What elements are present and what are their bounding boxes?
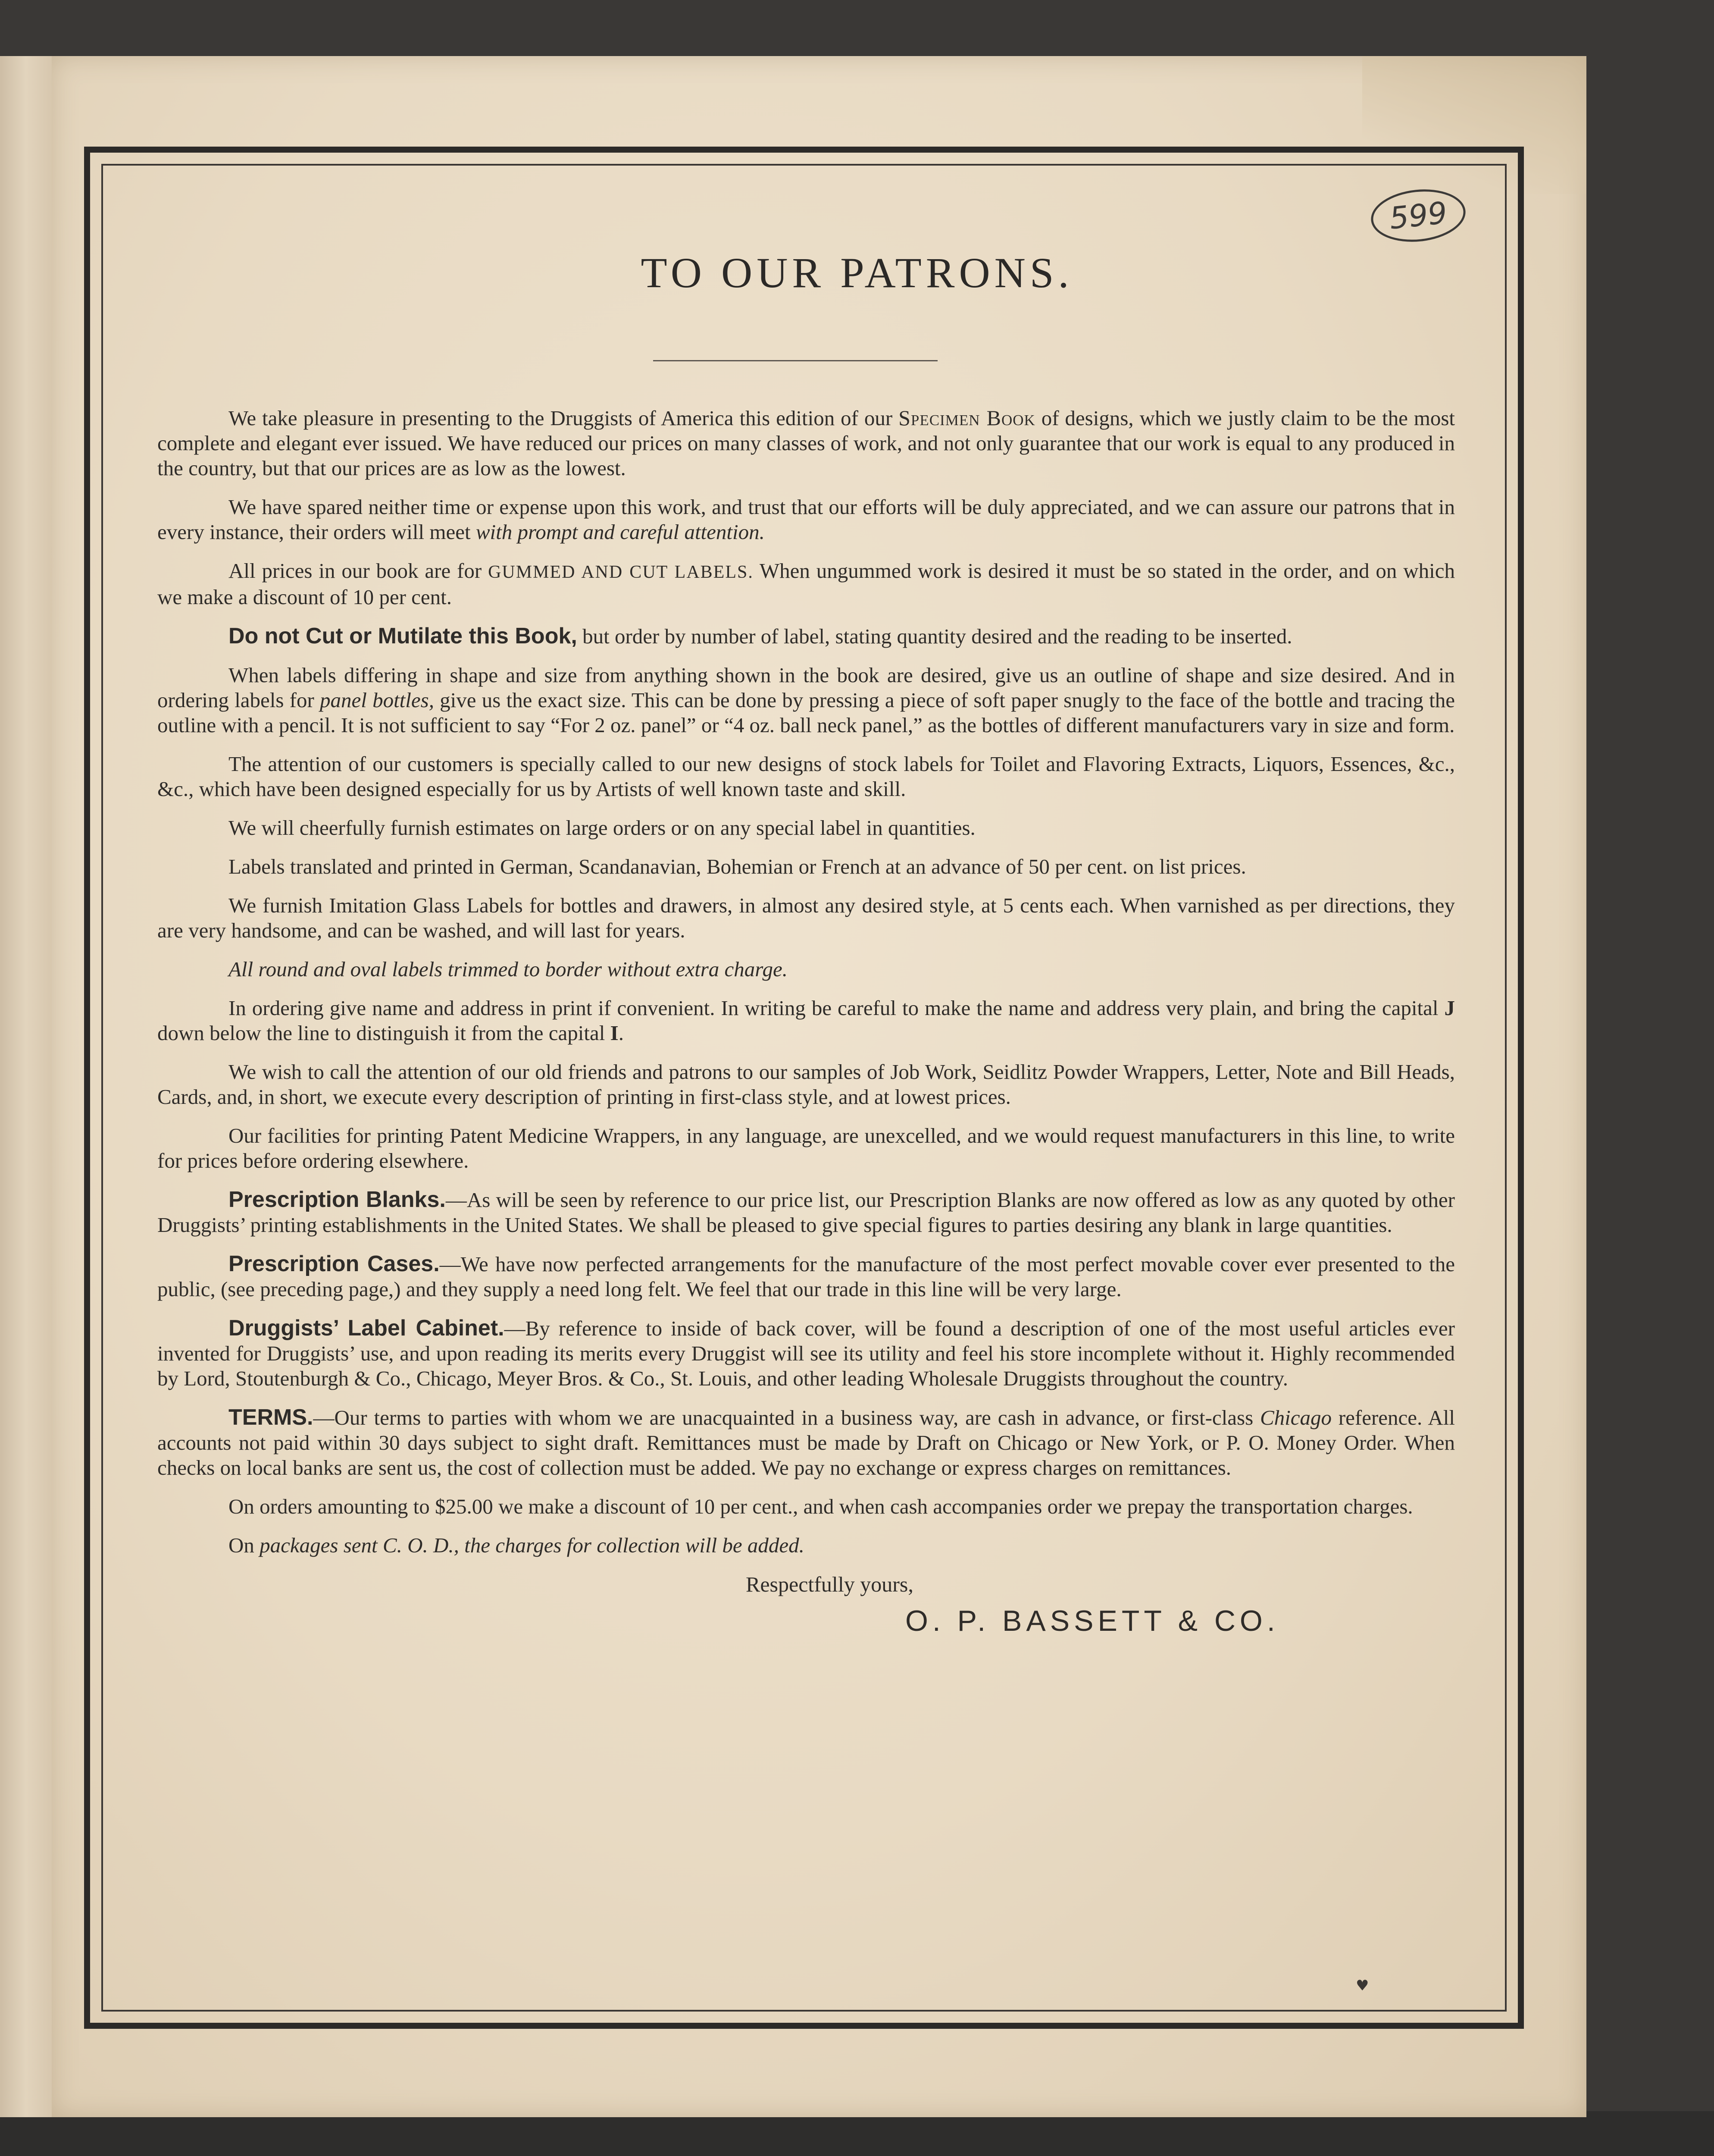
paragraph-prices: All prices in our book are for GUMMED AND CUT LABELS. When ungummed work is desired it must be so stated in the order, and on which we make a discount of 10 per cent. [157, 559, 1455, 609]
paragraph-new-designs: The attention of our customers is specially called to our new designs of stock labels for Toilet and Flavoring Extracts, Liquors, Essences, &c., &c., which have been designed especially for us by Artists of well known taste and skill. [157, 752, 1455, 801]
paragraph-patent-medicine: Our facilities for printing Patent Medicine Wrappers, in any language, are unexcelled, and we would request manufacturers in this line, to write for prices before ordering elsewhere. [157, 1124, 1455, 1172]
paragraph-label-shapes: When labels differing in shape and size from anything shown in the book are desired, give us an outline of shape and size desired. And in ordering labels for panel bottles, give us the exact size. This can be done by pressing a piece of soft paper snugly to the face of the bottle and tracing the outline with a pencil. It is not sufficient to say “For 2 oz. panel” or “4 oz. ball neck panel,” as the bottles of different manufacturers vary in size and form. [157, 663, 1455, 737]
paragraph-prescription-cases: Prescription Cases.—We have now perfected arrangements for the manufacture of the most perfect movable cover ever presented to the public, (see preceding page,) and they supply a need long felt. We feel that our trade in this line will be very large. [157, 1251, 1455, 1301]
heart-ornament-icon: ♥ [1356, 1977, 1369, 1994]
scan-background [0, 2111, 1714, 2156]
paragraph-effort: We have spared neither time or expense upon this work, and trust that our efforts will be duly appreciated, and we can assure our patrons that in every instance, their orders will meet with prompt and careful attention. [157, 495, 1455, 544]
paragraph-cod: On packages sent C. O. D., the charges for collection will be added. [228, 1533, 804, 1557]
body-text [157, 405, 1455, 1658]
page-title: TO OUR PATRONS. [641, 249, 1073, 297]
paragraph-estimates: We will cheerfully furnish estimates on large orders or on any special label in quantities. [228, 816, 976, 840]
signoff-block [157, 1572, 1455, 1658]
paragraph-prescription-blanks: Prescription Blanks.—As will be seen by reference to our price list, our Prescription Blanks are now offered as low as any quoted by other Druggists’ printing establishments in the United States. We shall be pleased to give special figures to parties desiring any blank in large quantities. [157, 1187, 1455, 1237]
paragraph-glass-labels: We furnish Imitation Glass Labels for bottles and drawers, in almost any desired style, at 5 cents each. When varnished as per directions, they are very handsome, and can be washed, and will last for years. [157, 893, 1455, 942]
paragraph-translations: Labels translated and printed in German, Scandanavian, Bohemian or French at an advance of 50 per cent. on list prices. [228, 855, 1246, 878]
paragraph-job-work: We wish to call the attention of our old friends and patrons to our samples of Job Work, Seidlitz Powder Wrappers, Letter, Note and Bill Heads, Cards, and, in short, we execute every description of printing in first-class style, and at lowest prices. [157, 1060, 1455, 1109]
paragraph-terms: TERMS.—Our terms to parties with whom we are unacquainted in a business way, are cash in advance, or first-class Chicago reference. All accounts not paid within 30 days subject to sight draft. Remittances must be made by Draft on Chicago or New York, or P. O. Money Order. When checks on local banks are sent us, the cost of collection must be added. We pay no exchange or express charges on remittances. [157, 1405, 1455, 1479]
paragraph-oval-labels: All round and oval labels trimmed to border without extra charge. [228, 957, 788, 981]
paragraph-intro: We take pleasure in presenting to the Druggists of America this edition of our Specimen Book of designs, which we justly claim to be the most complete and elegant ever issued. We have reduced our prices on many classes of work, and not only guarantee that our work is equal to any produced in the country, but that our prices are as low as the lowest. [157, 406, 1455, 480]
paragraph-discount: On orders amounting to $25.00 we make a discount of 10 per cent., and when cash accompanies order we prepay the transportation charges. [228, 1495, 1413, 1518]
company-signature: O. P. BASSETT & CO. [905, 1604, 1279, 1637]
paragraph-ordering: In ordering give name and address in print if convenient. In writing be careful to make the name and address very plain, and bring the capital J down below the line to distinguish it from the capital I. [157, 996, 1455, 1045]
paragraph-do-not-cut: Do not Cut or Mutilate this Book, but order by number of label, stating quantity desired and the reading to be inserted. [228, 624, 1292, 649]
title-divider [653, 360, 938, 361]
handwritten-page-number: 599 [1368, 185, 1468, 246]
closing-line: Respectfully yours, [746, 1572, 913, 1596]
paragraph-label-cabinet: Druggists’ Label Cabinet.—By reference to inside of back cover, will be found a description of one of the most useful articles ever invented for Druggists’ use, and upon reading its merits every Druggist will see its utility and feel his store incomplete without it. Highly recommended by Lord, Stoutenburgh & Co., Chicago, Meyer Bros. & Co., St. Louis, and other leading Wholesale Druggists throughout the country. [157, 1316, 1455, 1390]
